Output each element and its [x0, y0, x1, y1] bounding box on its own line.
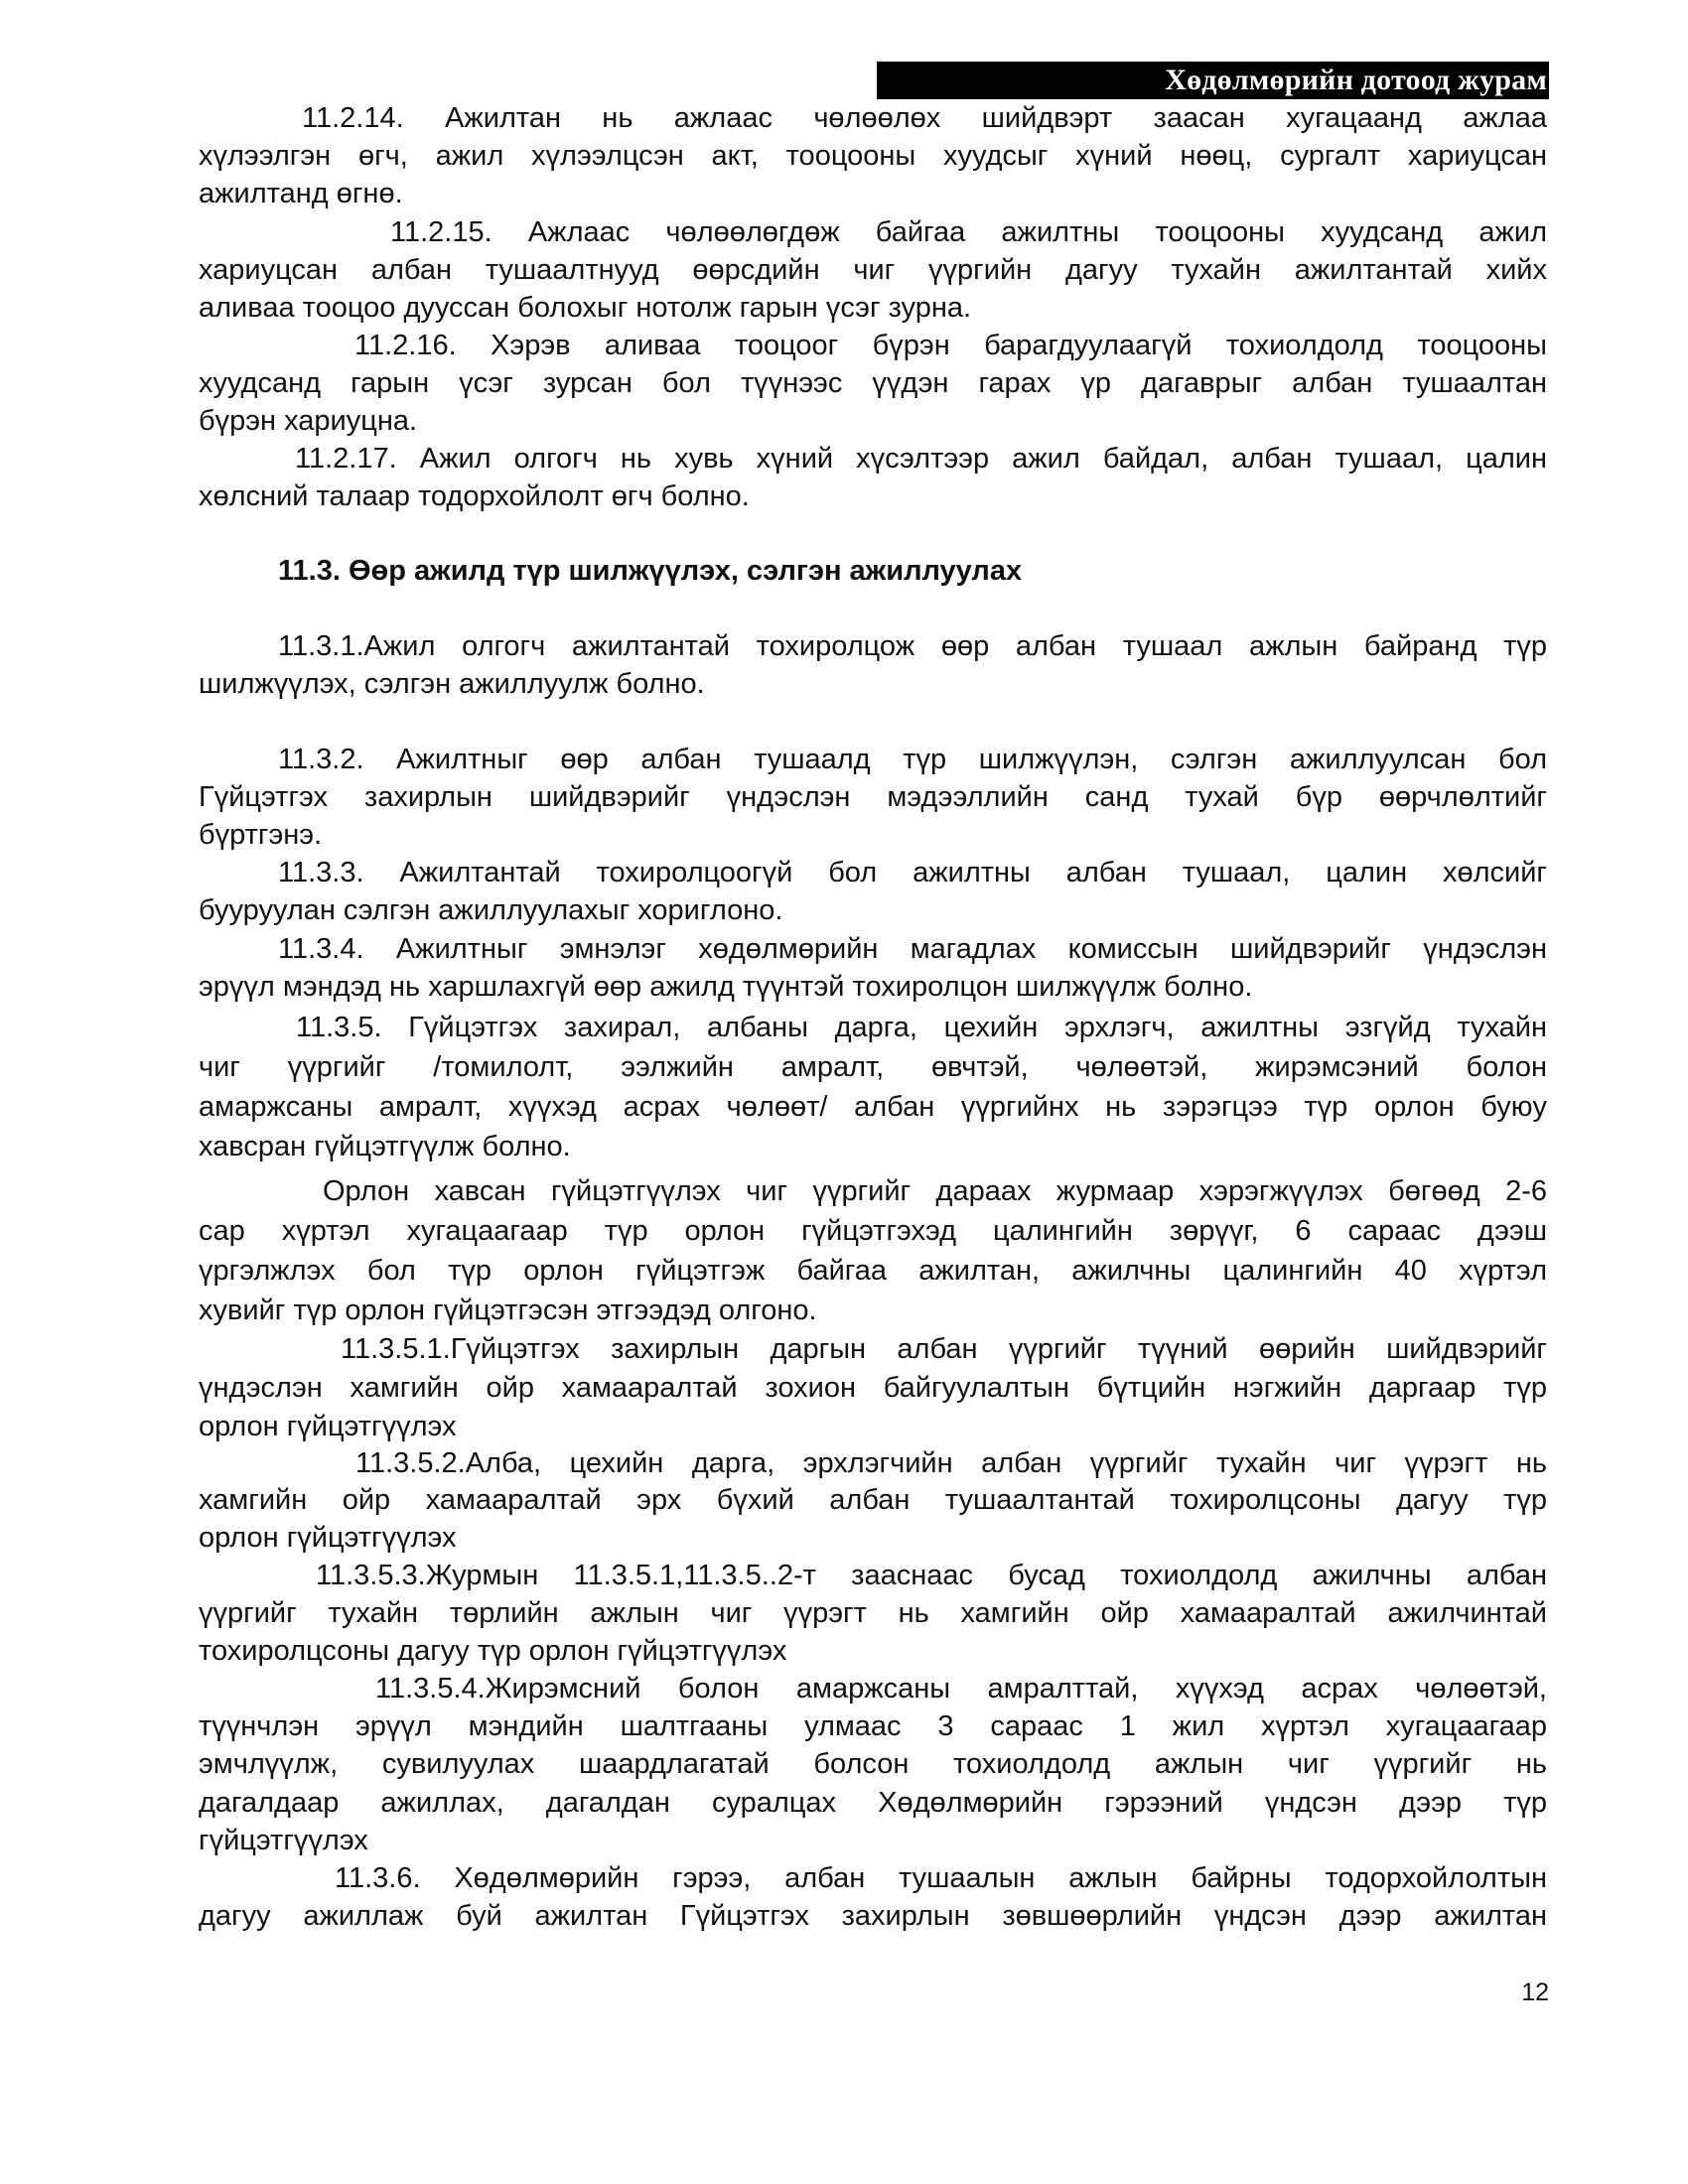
paragraph-line: орлон гүйцэтгүүлэх: [199, 1522, 457, 1554]
paragraph-line: хавсран гүйцэтгүүлж болно.: [199, 1131, 571, 1162]
paragraph-line: дагалдаар ажиллах, дагалдан суралцах Хөдөлмөрийн гэрээний үндсэн дээр түр: [199, 1787, 1547, 1819]
paragraph-line: 11.3.5.2.Алба, цехийн дарга, эрхлэгчийн албан үүргийг тухайн чиг үүрэгт нь: [355, 1447, 1547, 1479]
paragraph-line: эрүүл мэндэд нь харшлахгүй өөр ажилд түүнтэй тохиролцон шилжүүлж болно.: [199, 971, 1253, 1003]
paragraph-line: хөлсний талаар тодорхойлолт өгч болно.: [199, 480, 750, 512]
paragraph-line: 11.3.5.1.Гүйцэтгэх захирлын даргын албан үүргийг түүний өөрийн шийдвэрийг: [341, 1333, 1547, 1365]
paragraph-line: ажилтанд өгнө.: [199, 178, 403, 209]
paragraph-line: чиг үүргийг /томилолт, ээлжийн амралт, өвчтэй, чөлөөтэй, жирэмсэний болон: [199, 1051, 1547, 1083]
paragraph-line: 11.3.1.Ажил олгогч ажилтантай тохиролцож өөр албан тушаал ажлын байранд түр: [278, 630, 1547, 662]
paragraph-line: 11.2.16. Хэрэв аливаа тооцоог бүрэн барагдуулаагүй тохиолдолд тооцооны: [354, 330, 1547, 361]
paragraph-line: дагуу ажиллаж буй ажилтан Гүйцэтгэх захирлын зөвшөөрлийн үндсэн дээр ажилтан: [199, 1900, 1547, 1932]
paragraph-line: хувийг түр орлон гүйцэтгэсэн этгээдэд олгоно.: [199, 1295, 817, 1326]
paragraph-line: хүлээлгэн өгч, ажил хүлээлцсэн акт, тооцооны хуудсыг хүний нөөц, сургалт хариуцсан: [199, 140, 1547, 172]
paragraph-line: 11.3.2. Ажилтныг өөр албан тушаалд түр шилжүүлэн, сэлгэн ажиллуулсан бол: [278, 744, 1547, 775]
paragraph-line: амаржсаны амралт, хүүхэд асрах чөлөөт/ албан үүргийнх нь зэрэгцээ түр орлон буюу: [199, 1091, 1547, 1123]
paragraph-line: 11.2.17. Ажил олгогч нь хувь хүний хүсэлтээр ажил байдал, албан тушаал, цалин: [295, 443, 1547, 475]
paragraph-line: түүнчлэн эрүүл мэндийн шалтгааны улмаас 3 сараас 1 жил хүртэл хугацаагаар: [199, 1710, 1547, 1742]
paragraph-line: аливаа тооцоо дууссан болохыг нотолж гарын үсэг зурна.: [199, 292, 972, 324]
running-header: [877, 62, 1549, 99]
paragraph-line: бүрэн хариуцна.: [199, 405, 418, 437]
paragraph-line: үргэлжлэх бол түр орлон гүйцэтгэж байгаа ажилтан, ажилчны цалингийн 40 хүртэл: [199, 1255, 1547, 1287]
paragraph-line: орлон гүйцэтгүүлэх: [199, 1411, 457, 1442]
paragraph-line: Гүйцэтгэх захирлын шийдвэрийг үндэслэн мэдээллийн санд тухай бүр өөрчлөлтийг: [199, 781, 1547, 813]
paragraph-line: бууруулан сэлгэн ажиллуулахыг хориглоно.: [199, 894, 783, 926]
paragraph-line: сар хүртэл хугацаагаар түр орлон гүйцэтгэхэд цалингийн зөрүүг, 6 сараас дээш: [199, 1215, 1547, 1247]
paragraph-line: хамгийн ойр хамааралтай эрх бүхий албан тушаалтантай тохиролцсоны дагуу түр: [199, 1484, 1547, 1516]
paragraph-line: 11.3.3. Ажилтантай тохиролцоогүй бол ажилтны албан тушаал, цалин хөлсийг: [278, 857, 1547, 888]
section-heading: 11.3. Өөр ажилд түр шилжүүлэх, сэлгэн ажиллуулах: [278, 555, 1023, 587]
paragraph-line: Орлон хавсан гүйцэтгүүлэх чиг үүргийг дараах журмаар хэрэгжүүлэх бөгөөд 2-6: [323, 1175, 1547, 1207]
paragraph-line: 11.3.5. Гүйцэтгэх захирал, албаны дарга, цехийн эрхлэгч, ажилтны эзгүйд тухайн: [296, 1012, 1547, 1043]
paragraph-line: 11.2.14. Ажилтан нь ажлаас чөлөөлөх шийдвэрт заасан хугацаанд ажлаа: [302, 102, 1547, 134]
paragraph-line: үүргийг тухайн төрлийн ажлын чиг үүрэгт нь хамгийн ойр хамааралтай ажилчинтай: [199, 1597, 1547, 1629]
paragraph-line: 11.2.15. Ажлаас чөлөөлөгдөж байгаа ажилтны тооцооны хуудсанд ажил: [390, 216, 1547, 248]
paragraph-line: хуудсанд гарын үсэг зурсан бол түүнээс үүдэн гарах үр дагаврыг албан тушаалтан: [199, 367, 1547, 399]
paragraph-line: хариуцсан албан тушаалтнууд өөрсдийн чиг үүргийн дагуу тухайн ажилтантай хийх: [199, 254, 1547, 286]
paragraph-line: 11.3.6. Хөдөлмөрийн гэрээ, албан тушаалын ажлын байрны тодорхойлолтын: [335, 1862, 1547, 1894]
paragraph-line: 11.3.5.3.Журмын 11.3.5.1,11.3.5..2-т зааснаас бусад тохиолдолд ажилчны албан: [316, 1560, 1547, 1591]
header-title: Хөдөлмөрийн дотоод журам: [1165, 64, 1547, 96]
page-number: 12: [1521, 1979, 1549, 2006]
paragraph-line: 11.3.4. Ажилтныг эмнэлэг хөдөлмөрийн магадлах комиссын шийдвэрийг үндэслэн: [278, 933, 1547, 965]
paragraph-line: тохиролцсоны дагуу түр орлон гүйцэтгүүлэх: [199, 1635, 787, 1667]
paragraph-line: 11.3.5.4.Жирэмсний болон амаржсаны амралттай, хүүхэд асрах чөлөөтэй,: [375, 1673, 1547, 1705]
paragraph-line: шилжүүлэх, сэлгэн ажиллуулж болно.: [199, 668, 705, 700]
paragraph-line: үндэслэн хамгийн ойр хамааралтай зохион байгуулалтын бүтцийн нэгжийн даргаар түр: [199, 1372, 1547, 1404]
paragraph-line: эмчлүүлж, сувилуулах шаардлагатай болсон тохиолдолд ажлын чиг үүргийг нь: [199, 1748, 1547, 1780]
paragraph-line: бүртгэнэ.: [199, 819, 323, 851]
paragraph-line: гүйцэтгүүлэх: [199, 1825, 368, 1856]
